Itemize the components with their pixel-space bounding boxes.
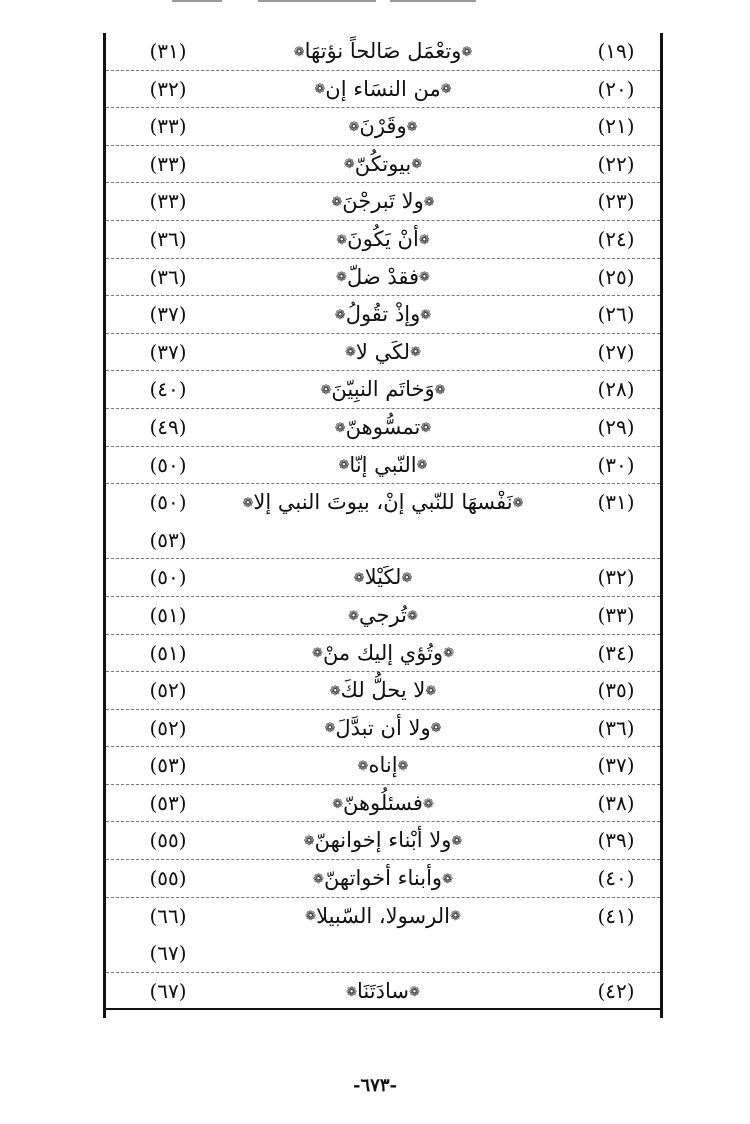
ornament-open-icon: ❁ <box>423 195 435 211</box>
table-row <box>106 447 660 485</box>
page-reference: (٥٠) <box>149 565 187 590</box>
word-text: وقَرْنَ <box>359 114 407 139</box>
page-reference: (٣٢) <box>149 76 187 101</box>
word-text: النّبي إنّا <box>349 452 417 477</box>
table-row <box>106 597 660 635</box>
entry-number: (٣٤) <box>597 640 635 665</box>
word-text: تمسُّوهنّ <box>345 414 421 439</box>
table-row <box>106 146 660 184</box>
ornament-open-icon: ❁ <box>434 383 446 399</box>
ornament-close-icon: ❁ <box>320 383 332 399</box>
page-reference: (٥٢) <box>149 715 187 740</box>
page-reference: (٥٣) <box>149 790 187 815</box>
page-reference: (٤٠) <box>149 377 187 402</box>
entry-number: (٢٣) <box>597 189 635 214</box>
ornament-open-icon: ❁ <box>408 984 420 1000</box>
page-reference: (٥٠) <box>149 490 187 515</box>
page-reference: (٣٧) <box>149 339 187 364</box>
table-row <box>106 409 660 447</box>
page-reference: (٣٦) <box>149 226 187 251</box>
page-reference: (٥٥) <box>149 828 187 853</box>
ornament-open-icon: ❁ <box>430 721 442 737</box>
table-row <box>106 785 660 823</box>
word-text: تُرجي <box>359 602 407 627</box>
ornament-open-icon: ❁ <box>406 119 418 135</box>
page-reference: (٤٩) <box>149 414 187 439</box>
ornament-close-icon: ❁ <box>305 909 317 925</box>
table-row <box>106 108 660 146</box>
page-reference: (٥٣) <box>149 527 187 552</box>
ornament-close-icon: ❁ <box>332 796 343 812</box>
ornament-open-icon: ❁ <box>449 909 461 925</box>
entry-number: (٣٦) <box>597 715 635 740</box>
ornament-open-icon: ❁ <box>416 458 428 474</box>
entry-number: (٢٥) <box>597 264 635 289</box>
table-row <box>106 259 660 297</box>
ornament-open-icon: ❁ <box>425 683 437 699</box>
entry-number: (٣١) <box>597 490 635 515</box>
ornament-close-icon: ❁ <box>336 232 348 248</box>
ornament-close-icon: ❁ <box>336 270 347 286</box>
word-text: لكَيْلا <box>364 565 402 590</box>
ornament-close-icon: ❁ <box>242 495 254 511</box>
word-text: أنْ يَكُونَ <box>347 226 419 251</box>
table-row <box>106 221 660 259</box>
ornament-close-icon: ❁ <box>329 683 341 699</box>
table-row <box>106 710 660 748</box>
entry-number: (٤١) <box>597 903 635 928</box>
table-row <box>106 635 660 673</box>
entry-number: (٣٨) <box>597 790 635 815</box>
ornament-open-icon: ❁ <box>397 758 409 774</box>
quran-word <box>206 447 560 485</box>
table-row <box>106 296 660 334</box>
quran-word <box>206 146 560 184</box>
table-row <box>106 371 660 409</box>
ornament-close-icon: ❁ <box>334 420 346 436</box>
word-text: فقدْ ضلّ <box>346 264 420 289</box>
word-text: نَفْسهَا للنّبي إنْ، بيوتَ النبي إلا <box>253 490 513 515</box>
page-reference: (٣٣) <box>149 189 187 214</box>
ornament-open-icon: ❁ <box>440 82 452 98</box>
ornament-close-icon: ❁ <box>314 82 326 98</box>
page-reference: (٥١) <box>149 602 187 627</box>
page-reference: (٦٧) <box>149 941 187 966</box>
word-text: إناه <box>368 753 398 778</box>
entry-number: (٢٩) <box>597 414 635 439</box>
word-text: من النسَاء إن <box>325 76 441 101</box>
ornament-close-icon: ❁ <box>348 608 360 624</box>
quran-word <box>206 822 560 860</box>
entry-number: (٢٦) <box>597 302 635 327</box>
top-rule <box>258 0 376 2</box>
word-text: الرسولا، السّبيلا <box>316 903 450 928</box>
word-text: وَخاتَم النبِيّنَ <box>331 377 435 402</box>
word-text: ولا أبْناء إخوانهنّ <box>314 828 452 853</box>
ornament-close-icon: ❁ <box>334 307 346 323</box>
quran-word <box>206 597 560 635</box>
entry-number: (٢٤) <box>597 226 635 251</box>
ornament-open-icon: ❁ <box>451 834 463 850</box>
ornament-open-icon: ❁ <box>411 157 423 173</box>
word-text: وأبناء أخواتهنّ <box>323 866 443 891</box>
ornament-open-icon: ❁ <box>420 420 432 436</box>
entry-number: (٤٢) <box>597 978 635 1003</box>
quran-word <box>206 183 560 221</box>
quran-word <box>206 710 560 748</box>
word-text: ولا أن تبدَّلَ <box>335 715 431 740</box>
ornament-open-icon: ❁ <box>401 571 413 587</box>
table-row <box>106 747 660 785</box>
page-reference: (٦٧) <box>149 978 187 1003</box>
top-rule <box>390 0 476 2</box>
ornament-open-icon: ❁ <box>461 44 473 60</box>
ornament-close-icon: ❁ <box>357 758 369 774</box>
entry-number: (٢٢) <box>597 151 635 176</box>
ornament-close-icon: ❁ <box>338 458 350 474</box>
ornament-close-icon: ❁ <box>312 646 323 662</box>
ornament-open-icon: ❁ <box>406 608 418 624</box>
entry-number: (٣٢) <box>597 565 635 590</box>
table-row <box>106 71 660 109</box>
quran-word <box>206 334 560 372</box>
word-text: بيوتكُنّ <box>354 151 412 176</box>
quran-word <box>206 747 560 785</box>
ornament-close-icon: ❁ <box>293 44 305 60</box>
ornament-open-icon: ❁ <box>419 270 430 286</box>
word-text: فسئلُوهنّ <box>343 790 423 815</box>
page-reference: (٥٠) <box>149 452 187 477</box>
quran-word <box>206 860 560 898</box>
table-row <box>106 334 660 372</box>
word-text: سادَتَنَا <box>357 978 409 1003</box>
entry-number: (٣٧) <box>597 753 635 778</box>
word-text: وإذْ تقُولُ <box>345 302 421 327</box>
entry-number: (٢١) <box>597 114 635 139</box>
quran-word <box>206 259 560 297</box>
quran-word <box>206 409 560 447</box>
quran-word <box>206 33 560 71</box>
quran-word <box>206 71 560 109</box>
ornament-open-icon: ❁ <box>422 796 434 812</box>
page-number: -٦٧٣- <box>353 1075 397 1096</box>
entry-number: (٢٧) <box>597 339 635 364</box>
ornament-open-icon: ❁ <box>420 307 432 323</box>
table-row <box>106 822 660 860</box>
table-row <box>106 860 660 898</box>
page-reference: (٥١) <box>149 640 187 665</box>
page-reference: (٥٥) <box>149 866 187 891</box>
quran-word <box>206 785 560 823</box>
ornament-close-icon: ❁ <box>324 721 336 737</box>
table-row <box>106 672 660 710</box>
page-reference: (٣١) <box>149 39 187 63</box>
table-row <box>106 183 660 221</box>
ornament-close-icon: ❁ <box>343 157 355 173</box>
table-row <box>106 559 660 597</box>
index-table <box>103 33 663 1018</box>
table-row <box>106 898 660 973</box>
ornament-open-icon: ❁ <box>410 345 421 361</box>
quran-word <box>206 973 560 1011</box>
entry-number: (٢٨) <box>597 377 635 402</box>
table-row <box>106 484 660 559</box>
table-row <box>106 973 660 1011</box>
entry-number: (١٩) <box>597 39 635 63</box>
page-reference: (٣٣) <box>149 151 187 176</box>
entry-number: (٣٣) <box>597 602 635 627</box>
entry-number: (٣٩) <box>597 828 635 853</box>
quran-word <box>206 221 560 259</box>
quran-word <box>206 108 560 146</box>
word-text: ولا تَبرجْنَ <box>342 189 424 214</box>
page-reference: (٣٧) <box>149 302 187 327</box>
quran-word <box>206 559 560 597</box>
quran-word <box>206 296 560 334</box>
quran-word <box>206 371 560 409</box>
top-rule <box>172 0 222 2</box>
ornament-open-icon: ❁ <box>443 646 454 662</box>
ornament-close-icon: ❁ <box>348 119 360 135</box>
ornament-close-icon: ❁ <box>303 834 315 850</box>
page-reference: (٥٣) <box>149 753 187 778</box>
table-row <box>106 33 660 71</box>
word-text: لكَي لا <box>355 339 411 364</box>
entry-number: (٣٠) <box>597 452 635 477</box>
word-text: وتعْمَل صَالحاً نؤتهَا <box>304 39 462 63</box>
quran-word <box>206 672 560 710</box>
ornament-close-icon: ❁ <box>346 984 358 1000</box>
ornament-open-icon: ❁ <box>512 495 524 511</box>
ornament-close-icon: ❁ <box>331 195 343 211</box>
quran-word <box>206 898 560 936</box>
ornament-open-icon: ❁ <box>418 232 430 248</box>
word-text: وتُؤي إليك منْ <box>322 640 444 665</box>
ornament-close-icon: ❁ <box>313 871 324 887</box>
entry-number: (٣٥) <box>597 678 635 703</box>
page-reference: (٥٢) <box>149 678 187 703</box>
page-reference: (٣٣) <box>149 114 187 139</box>
ornament-open-icon: ❁ <box>442 871 453 887</box>
entry-number: (٢٠) <box>597 76 635 101</box>
entry-number: (٤٠) <box>597 866 635 891</box>
page-reference: (٣٦) <box>149 264 187 289</box>
quran-word <box>206 635 560 673</box>
ornament-close-icon: ❁ <box>345 345 356 361</box>
index-rows <box>106 33 660 1010</box>
word-text: لا يحلُّ لكَ <box>340 678 426 703</box>
ornament-close-icon: ❁ <box>353 571 365 587</box>
quran-word <box>206 484 560 522</box>
page-reference: (٦٦) <box>149 903 187 928</box>
